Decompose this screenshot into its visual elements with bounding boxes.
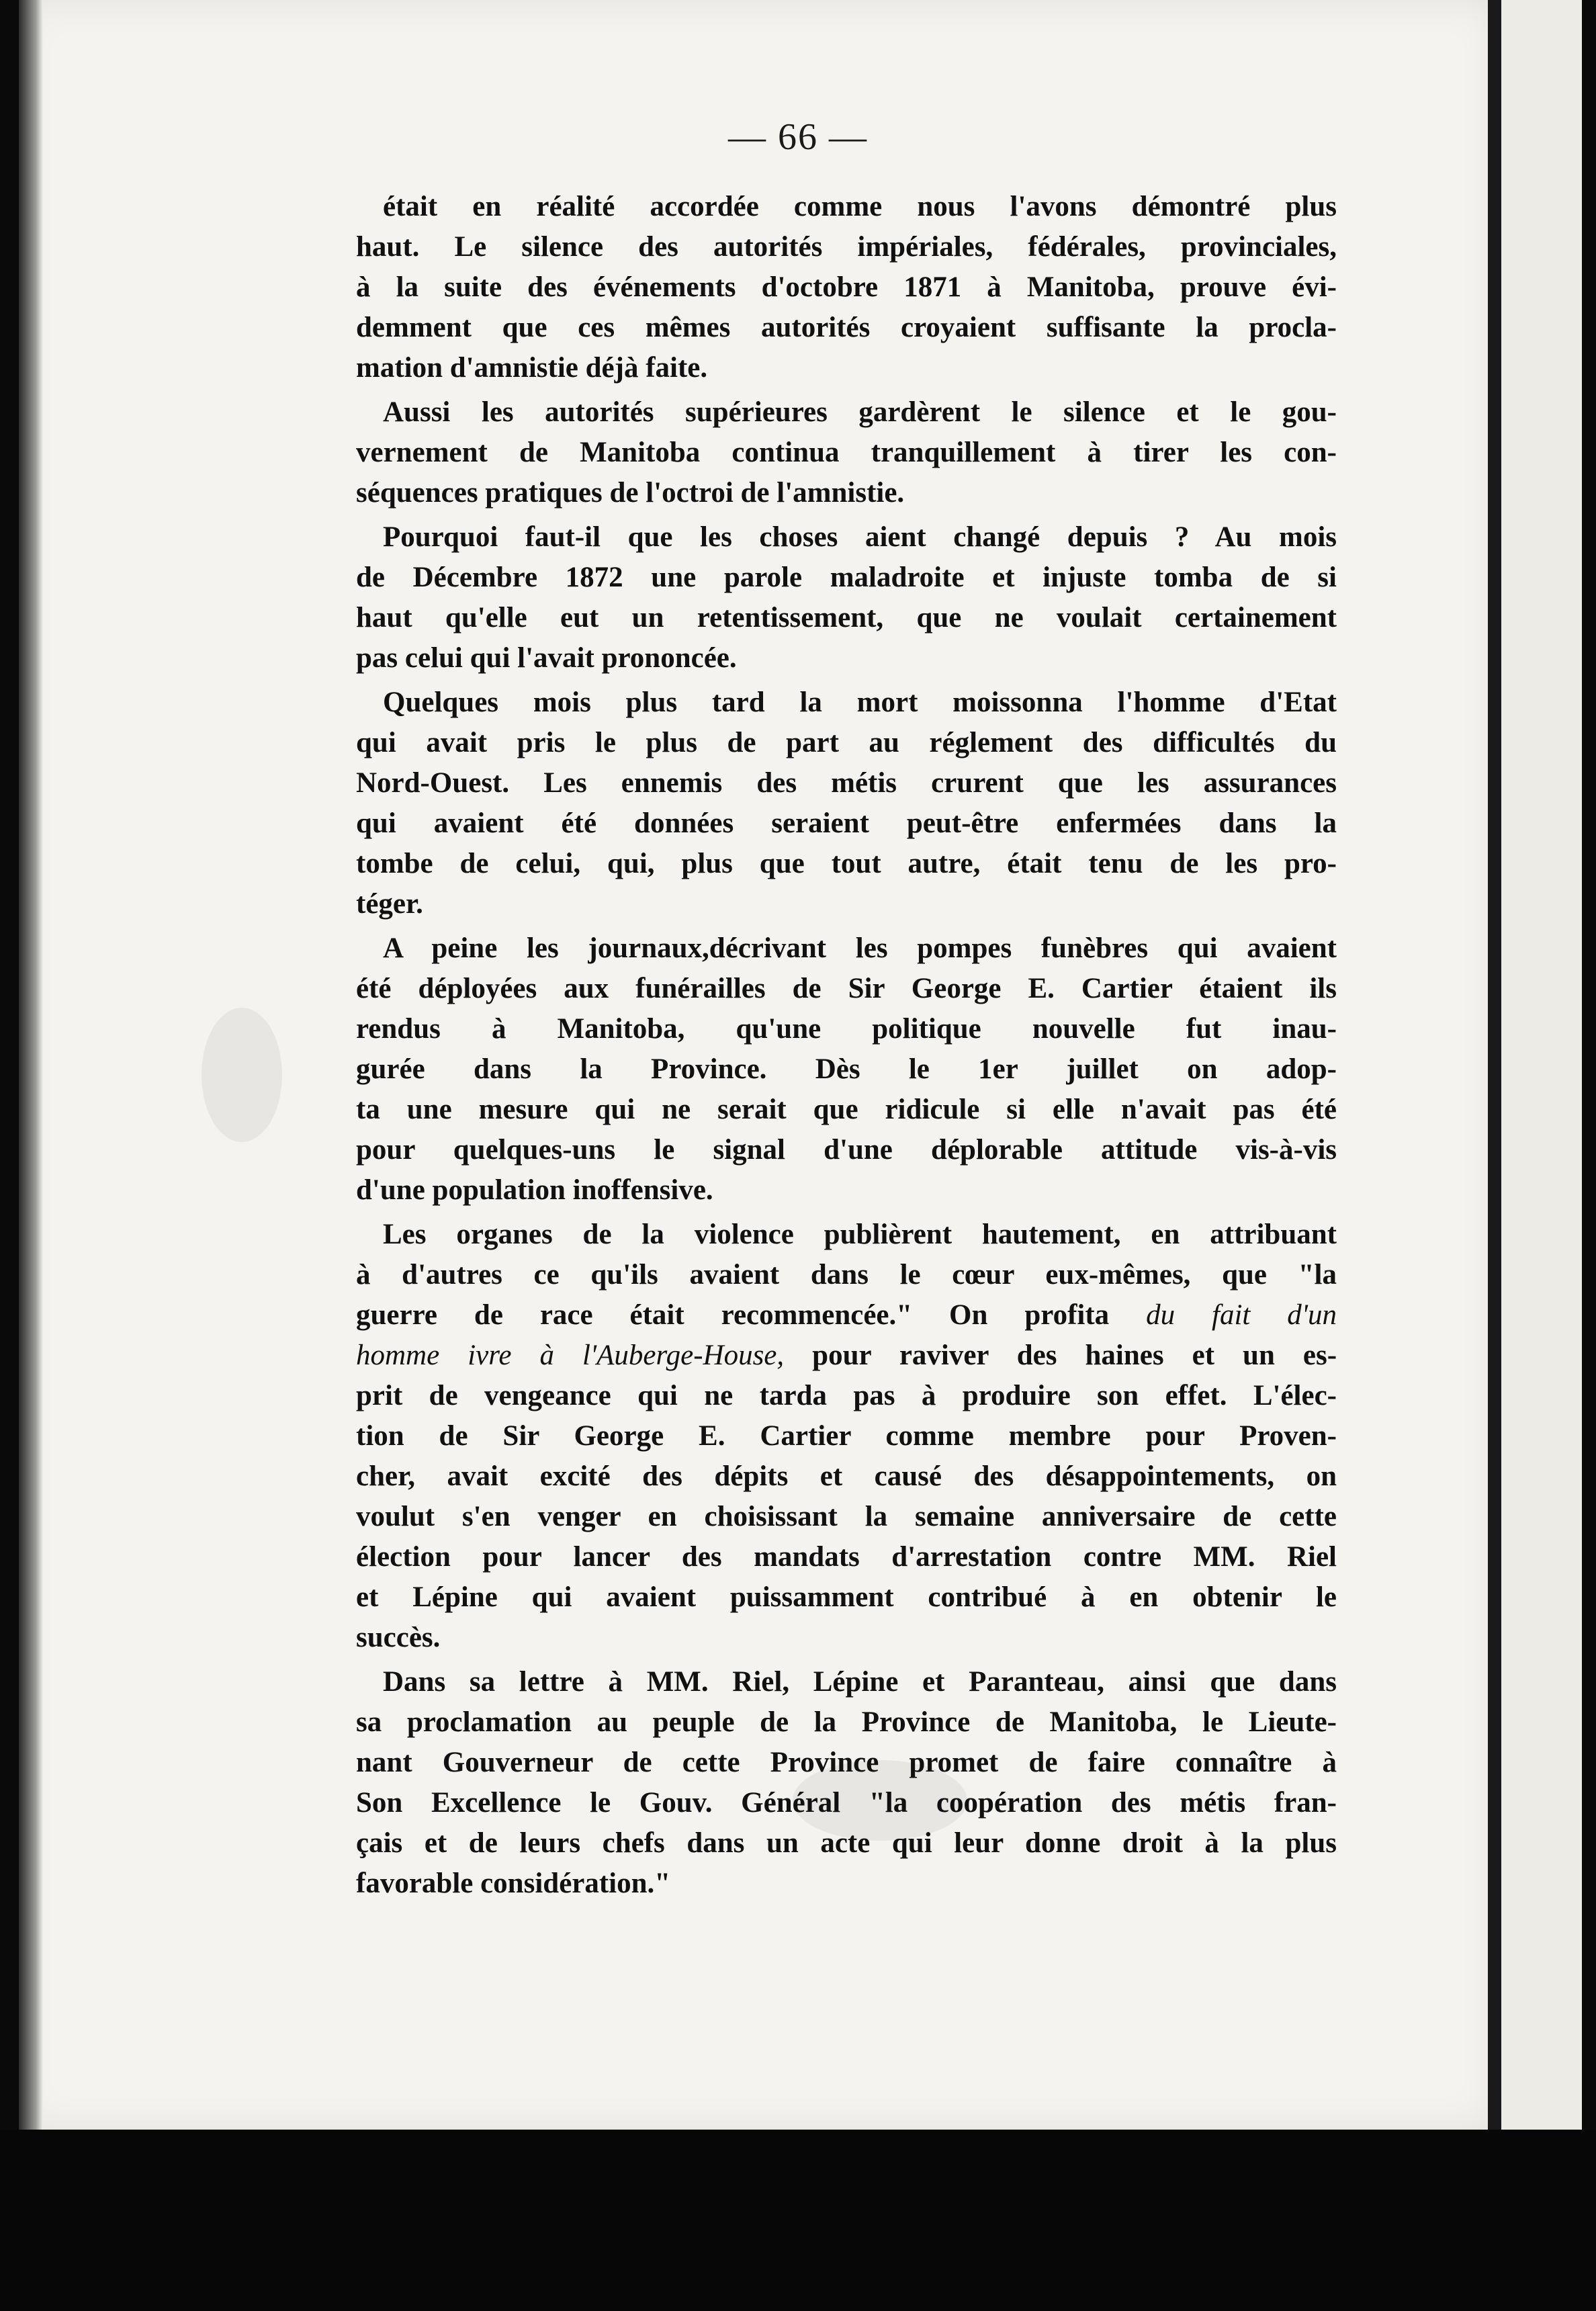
text-line: été déployées aux funérailles de Sir George E. Cartier étaient ils — [356, 973, 1337, 1004]
page-number: — 66 — — [728, 116, 868, 158]
text-line: qui avait pris le plus de part au réglement des difficultés du — [356, 727, 1337, 758]
text-line: et Lépine qui avaient puissamment contribué à en obtenir le — [356, 1581, 1337, 1613]
text-line: pas celui qui l'avait prononcée. — [356, 642, 737, 674]
text-line: Nord-Ouest. Les ennemis des métis crurent que les assurances — [356, 767, 1337, 799]
text-line: élection pour lancer des mandats d'arrestation contre MM. Riel — [356, 1541, 1337, 1573]
text-line: Pourquoi faut-il que les choses aient changé depuis ? Au mois — [383, 521, 1337, 553]
paragraph — [356, 392, 1337, 513]
text-line: Dans sa lettre à MM. Riel, Lépine et Paranteau, ainsi que dans — [383, 1666, 1337, 1698]
text-line: succès. — [356, 1622, 441, 1653]
text-line: tombe de celui, qui, plus que tout autre, était tenu de les pro- — [356, 848, 1337, 879]
text-line: Aussi les autorités supérieures gardèrent le silence et le gou- — [383, 396, 1337, 428]
text-line: Son Excellence le Gouv. Général "la coopération des métis fran- — [356, 1787, 1337, 1819]
paragraph — [356, 928, 1337, 1211]
paragraph — [356, 517, 1337, 679]
text-line: cher, avait excité des dépits et causé des désappointements, on — [356, 1460, 1337, 1492]
text-line: guerre de race était recommencée." On profita du fait d'un — [356, 1299, 1337, 1331]
text-line: Les organes de la violence publièrent hautement, en attribuant — [383, 1219, 1337, 1250]
text-line: voulut s'en venger en choisissant la semaine anniversaire de cette — [356, 1501, 1337, 1532]
bottom-scanner-area — [0, 2130, 1596, 2311]
text-line: d'une population inoffensive. — [356, 1174, 713, 1206]
text-line: homme ivre à l'Auberge-House, pour raviver des haines et un es- — [356, 1340, 1337, 1371]
paper-stain — [202, 1008, 282, 1142]
text-line: qui avaient été données seraient peut-être enfermées dans la — [356, 808, 1337, 839]
text-line: sa proclamation au peuple de la Province de Manitoba, le Lieute- — [356, 1706, 1337, 1738]
text-line: prit de vengeance qui ne tarda pas à produire son effet. L'élec- — [356, 1380, 1337, 1411]
text-line: mation d'amnistie déjà faite. — [356, 352, 708, 384]
text-line: favorable considération." — [356, 1868, 671, 1899]
text-line: rendus à Manitoba, qu'une politique nouvelle fut inau- — [356, 1013, 1337, 1045]
body-text — [356, 187, 1337, 1908]
text-line: à d'autres ce qu'ils avaient dans le cœur eux-mêmes, que "la — [356, 1259, 1337, 1291]
text-line: nant Gouverneur de cette Province promet de faire connaître à — [356, 1747, 1337, 1778]
left-binding-shadow — [19, 0, 43, 2130]
text-line: demment que ces mêmes autorités croyaient suffisante la procla- — [356, 312, 1337, 343]
page-gutter — [1488, 0, 1503, 2130]
text-line: gurée dans la Province. Dès le 1er juillet on adop- — [356, 1053, 1337, 1085]
text-line: A peine les journaux,décrivant les pompes funèbres qui avaient — [383, 932, 1337, 964]
text-line: çais et de leurs chefs dans un acte qui leur donne droit à la plus — [356, 1827, 1337, 1859]
text-line: de Décembre 1872 une parole maladroite et injuste tomba de si — [356, 562, 1337, 593]
text-line: à la suite des événements d'octobre 1871 à Manitoba, prouve évi- — [356, 271, 1337, 303]
paragraph — [356, 187, 1337, 388]
paragraph — [356, 683, 1337, 924]
adjacent-page-edge — [1501, 0, 1582, 2130]
text-line: haut qu'elle eut un retentissement, que ne voulait certainement — [356, 602, 1337, 634]
paragraph — [356, 1662, 1337, 1904]
text-line: haut. Le silence des autorités impériales, fédérales, provinciales, — [356, 231, 1337, 263]
text-line: était en réalité accordée comme nous l'avons démontré plus — [383, 191, 1337, 222]
text-line: ta une mesure qui ne serait que ridicule si elle n'avait pas été — [356, 1094, 1337, 1125]
text-line: téger. — [356, 888, 423, 920]
text-line: tion de Sir George E. Cartier comme membre pour Proven- — [356, 1420, 1337, 1452]
text-line: Quelques mois plus tard la mort moissonna l'homme d'Etat — [383, 687, 1337, 718]
text-line: vernement de Manitoba continua tranquillement à tirer les con- — [356, 437, 1337, 468]
text-line: pour quelques-uns le signal d'une déplorable attitude vis-à-vis — [356, 1134, 1337, 1166]
text-line: séquences pratiques de l'octroi de l'amnistie. — [356, 477, 905, 509]
paragraph — [356, 1215, 1337, 1658]
